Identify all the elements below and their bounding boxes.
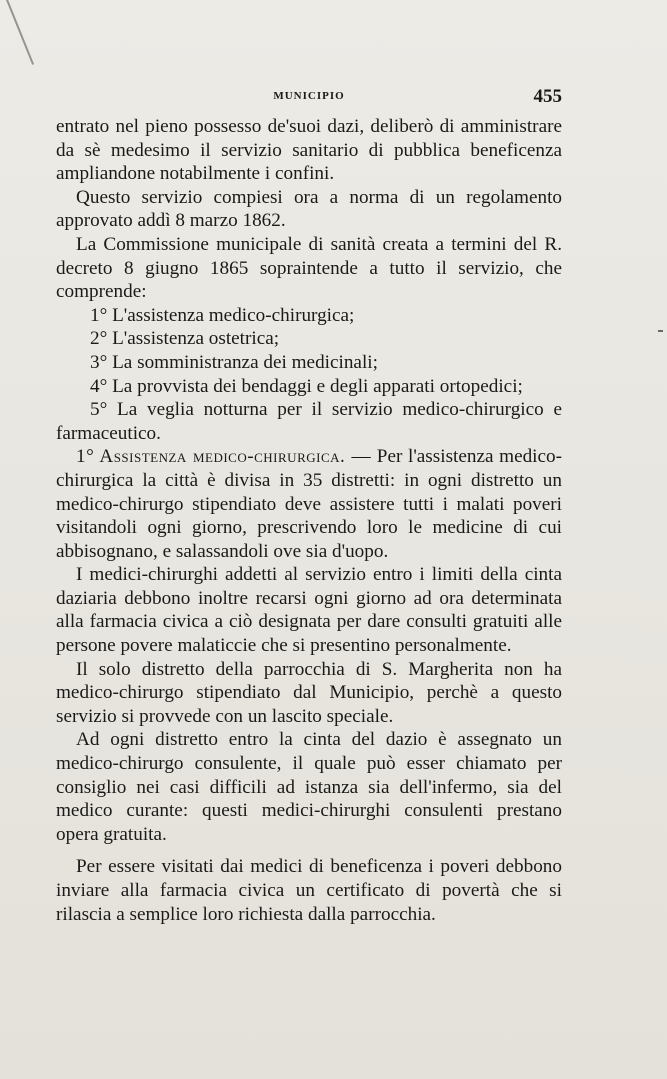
paragraph: entrato nel pieno possesso de'suoi dazi, deliberò di amministrare da sè medesimo il servizio sanitario di pubblica beneficenza ampliandone notabilmente i confini. [56,116,562,185]
page-number: 455 [533,86,562,107]
paragraph: Il solo distretto della parrocchia di S. Margherita non ha medico-chirurgo stipendiato dal Municipio, perchè a questo servizio si provvede con un lascito speciale. [56,658,562,727]
page-header [56,86,562,112]
paragraph [56,445,562,563]
page-edge-mark [658,330,663,332]
body-text [56,115,562,926]
list-item: 5° La veglia notturna per il servizio medico-chirurgico e farmaceutico. [56,399,562,444]
list-item: 4° La provvista dei bendaggi e degli apparati ortopedici; [90,375,523,397]
paragraph: Ad ogni distretto entro la cinta del dazio è assegnato un medico-chirurgo consulente, il quale può esser chiamato per consiglio nei casi difficili ad istanza sia dell'infermo, sia del medico curante: questi medici-chirurghi consulenti prestano opera gratuita. [56,729,562,845]
paragraph: Questo servizio compiesi ora a norma di un regolamento approvato addì 8 marzo 1862. [56,186,562,232]
page-corner-mark [6,0,34,65]
paragraph: La Commissione municipale di sanità creata a termini del R. decreto 8 giugno 1865 sopraintende a tutto il servizio, che comprende: [56,233,562,303]
section-heading: 1° Assistenza medico-chirurgica. — [76,446,372,468]
running-head: MUNICIPIO [273,90,345,102]
list-item: 2° L'assistenza ostetrica; [90,328,280,350]
section-text: Per l'assistenza medico-chirurgica la città è divisa in 35 distretti: in ogni distretto un medico-chirurgo stipendiato deve assistere tutti i malati poveri visitandoli ogni giorno, prescrivendo loro le medicine di cui abbisognano, e salassandoli ove sia d'uopo. [56,446,563,562]
paragraph: I medici-chirurghi addetti al servizio entro i limiti della cinta daziaria debbono inoltre recarsi ogni giorno ad ora determinata alla farmacia civica a ciò designata per dare consulti gratuiti alle persone povere malaticcie che si presentino personalmente. [56,564,562,657]
list-item: 1° L'assistenza medico-chirurgica; [90,304,355,326]
paragraph-gap [56,846,562,855]
paragraph: Per essere visitati dai medici di beneficenza i poveri debbono inviare alla farmacia civica un certificato di povertà che si rilascia a semplice loro richiesta dalla parrocchia. [56,856,562,925]
list-item: 3° La somministranza dei medicinali; [90,351,378,373]
